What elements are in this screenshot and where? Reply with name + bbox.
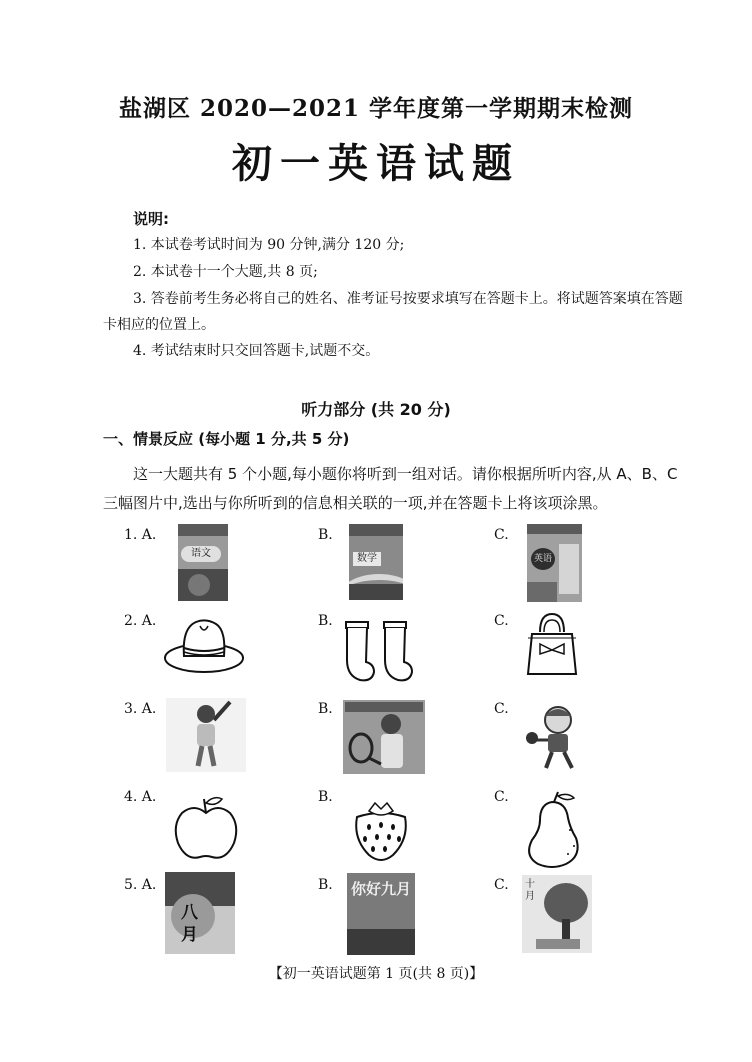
q5-label-b: B.	[318, 877, 333, 893]
exam-subtitle: 盐湖区 2020—2021 学年度第一学期期末检测	[118, 95, 634, 122]
q3-label-c: C.	[494, 701, 509, 717]
q3-label-a: 3. A.	[124, 701, 157, 717]
section-title: 听力部分 (共 20 分)	[301, 400, 451, 419]
book-title: 英语	[531, 548, 555, 570]
q3-label-b: B.	[318, 701, 333, 717]
table-tennis-player-image[interactable]	[522, 698, 592, 772]
book-title: 语文	[181, 546, 221, 562]
note-item: 4. 考试结束时只交回答题卡,试题不交。	[133, 343, 380, 359]
q5-label-a: 5. A.	[124, 877, 157, 893]
q1-label-b: B.	[318, 527, 333, 543]
english-book-image[interactable]	[527, 524, 582, 602]
hat-icon[interactable]	[162, 612, 246, 676]
page-footer: 【初一英语试题第 1 页(共 8 页)】	[268, 966, 484, 982]
book-title: 数学	[353, 552, 381, 566]
q2-label-b: B.	[318, 613, 333, 629]
part-heading: 一、情景反应 (每小题 1 分,共 5 分)	[103, 430, 350, 448]
note-item: 2. 本试卷十一个大题,共 8 页;	[133, 264, 318, 280]
month-text: 八月	[181, 903, 198, 945]
month-text: 十月	[525, 879, 535, 902]
pear-icon[interactable]	[524, 790, 586, 870]
exam-title: 初一英语试题	[232, 140, 520, 187]
month-text: 你好九月	[350, 880, 411, 898]
note-item: 3. 答卷前考生务必将自己的姓名、准考证号按要求填写在答题卡上。将试题答案填在答题卡相应的位置上。	[103, 291, 683, 333]
strawberry-icon[interactable]	[349, 795, 413, 865]
chinese-book-image[interactable]	[178, 524, 228, 601]
notes-heading: 说明:	[133, 210, 169, 228]
q1-label-a: 1. A.	[124, 527, 157, 543]
q4-label-a: 4. A.	[124, 789, 157, 805]
october-image[interactable]	[522, 875, 592, 953]
apple-icon[interactable]	[170, 793, 242, 865]
q5-label-c: C.	[494, 877, 509, 893]
part-instructions: 这一大题共有 5 个小题,每小题你将听到一组对话。请你根据所听内容,从 A、B、C 三幅图片中,选出与你所听到的信息相关联的一项,并在答题卡上将该项涂黑。	[103, 465, 678, 512]
september-image[interactable]	[347, 873, 415, 955]
tennis-player-image[interactable]	[343, 700, 425, 774]
socks-icon[interactable]	[340, 618, 418, 686]
q2-label-a: 2. A.	[124, 613, 157, 629]
note-item: 1. 本试卷考试时间为 90 分钟,满分 120 分;	[133, 237, 405, 253]
q4-label-b: B.	[318, 789, 333, 805]
august-image[interactable]	[165, 872, 235, 954]
baseball-player-image[interactable]	[166, 698, 246, 772]
q4-label-c: C.	[494, 789, 509, 805]
q2-label-c: C.	[494, 613, 509, 629]
q1-label-c: C.	[494, 527, 509, 543]
bag-icon[interactable]	[524, 610, 580, 680]
math-book-image[interactable]	[349, 524, 403, 600]
